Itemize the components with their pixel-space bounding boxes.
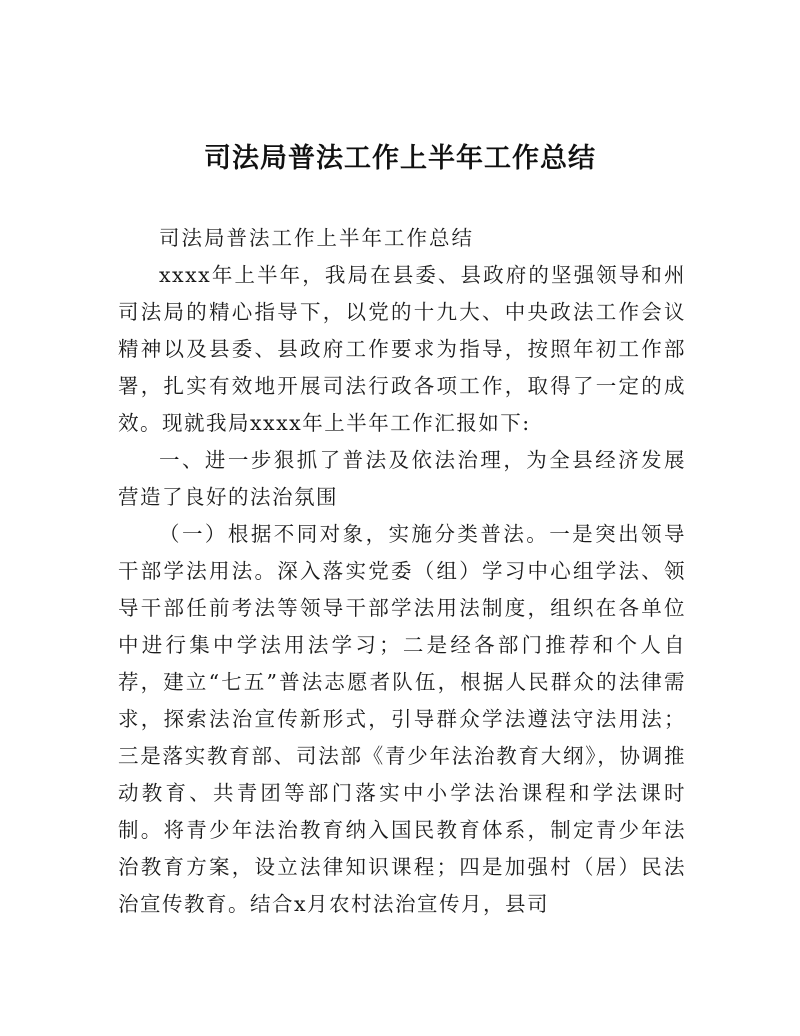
document-title: 司法局普法工作上半年工作总结: [204, 143, 596, 174]
document-body: [118, 220, 686, 923]
paragraph-subtitle: 司法局普法工作上半年工作总结: [159, 226, 474, 250]
paragraph-section-heading: 一、进一步狠抓了普法及依法治理，为全县经济发展营造了良好的法治氛围: [118, 448, 686, 509]
paragraph-intro: xxxx年上半年，我局在县委、县政府的坚强领导和州司法局的精心指导下，以党的十九大、中央政法工作会议精神以及县委、县政府工作要求为指导，按照年初工作部署，扎实有效地开展司法行政各项工作，取得了一定的成效。现就我局xxxx年上半年工作汇报如下:: [118, 263, 686, 435]
paragraph-subsection: （一）根据不同对象，实施分类普法。一是突出领导干部学法用法。深入落实党委（组）学习中心组学法、领导干部任前考法等领导干部学法用法制度，组织在各单位中进行集中学法用法学习；二是经各部门推荐和个人自荐，建立“七五”普法志愿者队伍，根据人民群众的法律需求，探索法治宣传新形式，引导群众学法遵法守法用法；三是落实教育部、司法部《青少年法治教育大纲》，协调推动教育、共青团等部门落实中小学法治课程和学法课时制。将青少年法治教育纳入国民教育体系，制定青少年法治教育方案，设立法律知识课程；四是加强村（居）民法治宣传教育。结合x月农村法治宣传月，县司: [118, 522, 686, 916]
